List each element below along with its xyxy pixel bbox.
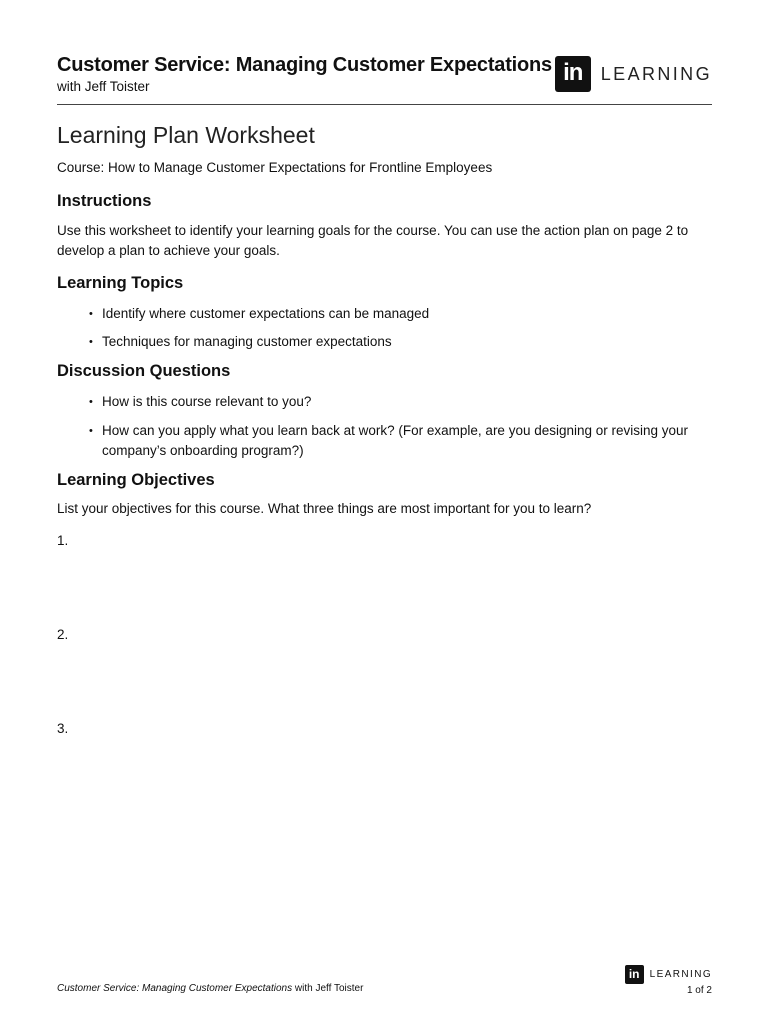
page-number: 1 of 2 xyxy=(686,985,712,996)
objective-number-3: 3. xyxy=(57,721,69,736)
worksheet-title: Learning Plan Worksheet xyxy=(57,122,315,148)
discussion-questions-heading: Discussion Questions xyxy=(57,362,231,380)
linkedin-in-icon: in xyxy=(555,56,591,92)
document-header xyxy=(57,54,712,105)
list-item: • How is this course relevant to you? xyxy=(89,392,699,412)
linkedin-learning-logo xyxy=(555,56,712,92)
learning-objectives-heading: Learning Objectives xyxy=(57,471,215,489)
list-item: • How can you apply what you learn back at work? (For example, are you designing or revising your company’s onboarding program?) xyxy=(89,421,699,461)
footer-linkedin-learning-logo xyxy=(625,965,712,984)
list-item: • Techniques for managing customer expectations xyxy=(89,332,699,352)
learning-topics-list xyxy=(89,304,699,352)
list-item: • Identify where customer expectations can be managed xyxy=(89,304,699,324)
objective-number-2: 2. xyxy=(57,627,69,642)
instructions-text: Use this worksheet to identify your learning goals for the course. You can use the action plan on page 2 to develop a plan to achieve your goals. xyxy=(57,223,689,258)
course-line: Course: How to Manage Customer Expectations for Frontline Employees xyxy=(57,160,493,175)
learning-topics-heading: Learning Topics xyxy=(57,274,184,292)
discussion-questions-list xyxy=(89,392,699,461)
linkedin-in-icon: in xyxy=(625,965,644,984)
objective-number-1: 1. xyxy=(57,533,69,548)
footer-logo-wordmark: LEARNING xyxy=(649,969,712,980)
author-line: with Jeff Toister xyxy=(57,79,150,94)
course-title: Customer Service: Managing Customer Expectations xyxy=(57,54,552,76)
footer-course-credit: Customer Service: Managing Customer Expectations with Jeff Toister xyxy=(57,983,364,994)
logo-wordmark: LEARNING xyxy=(600,63,712,84)
instructions-heading: Instructions xyxy=(57,192,152,210)
learning-objectives-text: List your objectives for this course. What three things are most important for you to learn? xyxy=(57,501,592,516)
